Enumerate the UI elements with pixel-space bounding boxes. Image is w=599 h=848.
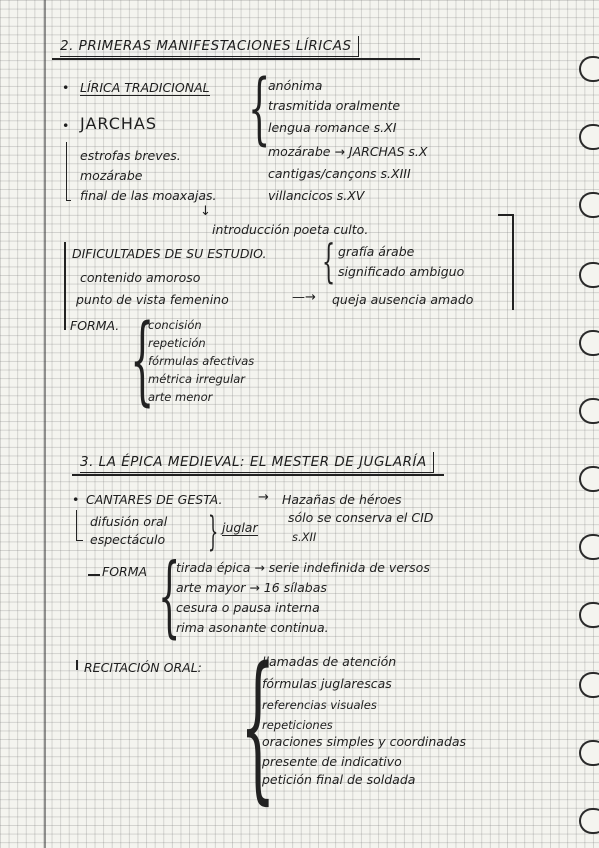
binder-ring (579, 740, 599, 766)
right-arrow-icon: → (258, 490, 269, 505)
bracket (66, 142, 71, 201)
recitacion-item: presente de indicativo (262, 754, 402, 769)
binder-ring (579, 602, 599, 628)
cantares-label: CANTARES DE GESTA. (86, 492, 223, 507)
right-bracket (512, 214, 514, 310)
forma-label: FORMA. (70, 318, 120, 333)
left-bracket (64, 242, 66, 330)
espectaculo: espectáculo (90, 532, 166, 547)
brace: { (158, 544, 181, 647)
binder-ring (579, 124, 599, 150)
contenido-amoroso: contenido amoroso (80, 270, 201, 285)
bullet: • (72, 492, 80, 507)
binder-ring (579, 534, 599, 560)
section-2-heading: 2. PRIMERAS MANIFESTACIONES LÍRICAS (60, 36, 359, 57)
cid-century: s.XII (292, 530, 317, 544)
forma-epica-item: tirada épica → serie indefinida de versos (176, 560, 430, 575)
queja-ausencia: queja ausencia amado (332, 292, 474, 307)
forma-item: fórmulas afectivas (148, 354, 255, 368)
brace: { (240, 632, 276, 819)
binder-ring (579, 330, 599, 356)
forma-epica-item: cesura o pausa interna (176, 600, 320, 615)
recitacion-item: repeticiones (262, 718, 333, 732)
introduccion-poeta-culto: introducción poeta culto. (212, 222, 369, 237)
jarchas-label: JARCHAS (80, 114, 158, 133)
binder-ring (579, 262, 599, 288)
prop-oral: trasmitida oralmente (268, 98, 401, 113)
bullet: • (62, 80, 70, 95)
jarchas-item: estrofas breves. (80, 148, 181, 163)
binder-ring (579, 398, 599, 424)
heading-underline (72, 474, 444, 476)
bullet: • (62, 118, 70, 133)
binder-ring (579, 808, 599, 834)
cantigas-line: cantigas/cançons s.XIII (268, 166, 411, 181)
difusion-oral: difusión oral (90, 514, 168, 529)
brace: { (248, 64, 271, 154)
brace: { (130, 304, 155, 416)
bracket (76, 510, 83, 541)
down-arrow-icon: ↓ (200, 204, 211, 219)
binder-ring (579, 466, 599, 492)
brace: } (208, 509, 219, 555)
forma-item: repetición (148, 336, 206, 350)
recitacion-item: referencias visuales (262, 698, 377, 712)
heading-underline (52, 58, 420, 60)
juglar: juglar (222, 520, 258, 535)
forma-epica-item: rima asonante continua. (176, 620, 329, 635)
binder-ring (579, 672, 599, 698)
binder-ring (579, 56, 599, 82)
recitacion-item: oraciones simples y coordinadas (262, 734, 467, 749)
punto-vista: punto de vista femenino (76, 292, 229, 307)
notebook-margin-line (44, 0, 46, 848)
dificultad-item: grafía árabe (338, 244, 415, 259)
cid-line: sólo se conserva el CID (288, 510, 434, 525)
dash (76, 660, 78, 670)
dificultades-label: DIFICULTADES DE SU ESTUDIO. (72, 246, 267, 261)
right-bracket (498, 214, 514, 216)
jarchas-item: final de las moaxajas. (80, 188, 217, 203)
lirica-tradicional-label: LÍRICA TRADICIONAL (80, 80, 210, 95)
mozarabe-line: mozárabe → JARCHAS s.X (268, 144, 428, 159)
brace: { (322, 234, 336, 288)
forma-item: concisión (148, 318, 202, 332)
recitacion-item: petición final de soldada (262, 772, 416, 787)
forma-label-epica: FORMA (102, 564, 148, 579)
prop-anonima: anónima (268, 78, 323, 93)
prop-romance: lengua romance s.XI (268, 120, 397, 135)
section-3-heading: 3. LA ÉPICA MEDIEVAL: EL MESTER DE JUGLARÍA (80, 452, 434, 473)
binder-ring (579, 192, 599, 218)
dificultad-item: significado ambiguo (338, 264, 465, 279)
recitacion-item: fórmulas juglarescas (262, 676, 392, 691)
recitacion-item: llamadas de atención (262, 654, 397, 669)
recitacion-label: RECITACIÓN ORAL: (84, 660, 202, 675)
dash (88, 574, 100, 576)
right-arrow-icon: —→ (292, 290, 316, 305)
villancicos-line: villancicos s.XV (268, 188, 365, 203)
forma-item: métrica irregular (148, 372, 246, 386)
jarchas-item: mozárabe (80, 168, 143, 183)
forma-item: arte menor (148, 390, 213, 404)
forma-epica-item: arte mayor → 16 sílabas (176, 580, 327, 595)
hazanas-heroes: Hazañas de héroes (282, 492, 402, 507)
